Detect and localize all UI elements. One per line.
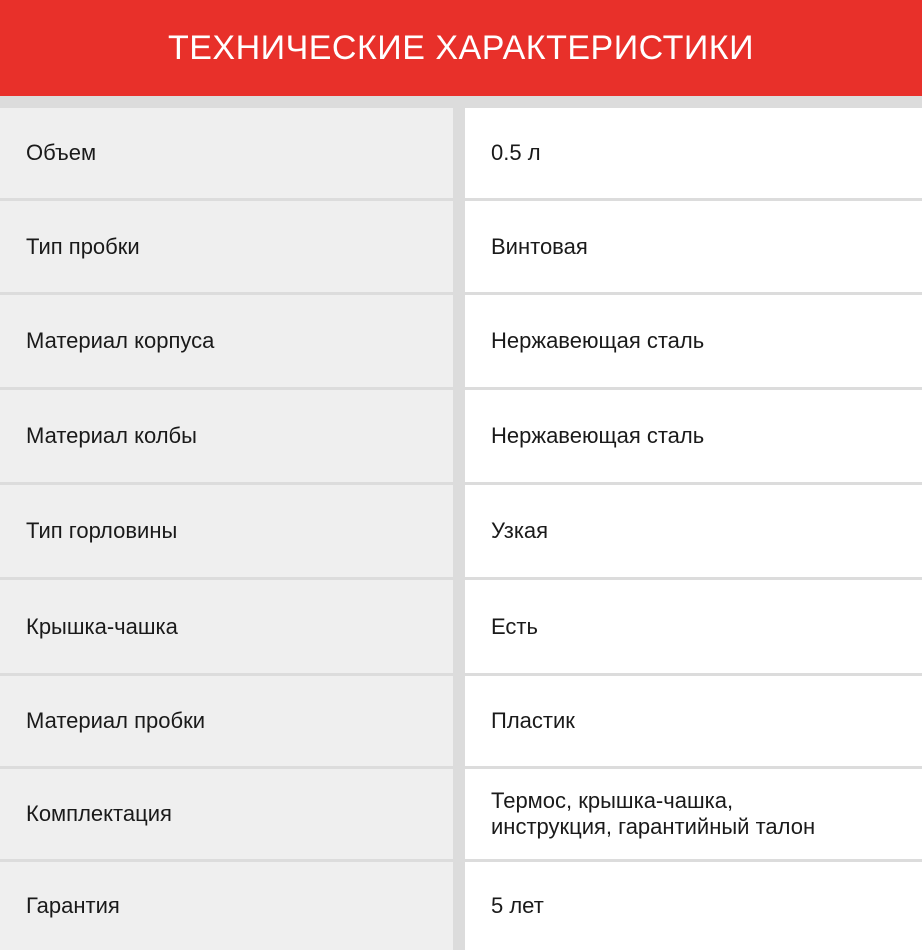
spec-row-body-material (0, 295, 922, 390)
spec-row-warranty (0, 862, 922, 950)
spec-row-cap-type (0, 201, 922, 295)
spec-label: Объем (0, 108, 453, 198)
specs-table (0, 108, 922, 950)
spec-value: 0.5 л (465, 108, 922, 198)
spec-value: Есть (465, 580, 922, 673)
spec-label: Материал колбы (0, 390, 453, 482)
column-divider (453, 676, 465, 766)
spec-value: Винтовая (465, 201, 922, 292)
spec-value: 5 лет (465, 862, 922, 950)
spec-row-stopper-material (0, 676, 922, 769)
spec-value: Нержавеющая сталь (465, 390, 922, 482)
spec-row-neck-type (0, 485, 922, 580)
column-divider (453, 580, 465, 673)
spec-label: Тип пробки (0, 201, 453, 292)
column-divider (453, 769, 465, 859)
column-divider (453, 862, 465, 950)
spec-row-cup-lid (0, 580, 922, 676)
spec-label: Комплектация (0, 769, 453, 859)
spec-label: Гарантия (0, 862, 453, 950)
column-divider (453, 485, 465, 577)
spec-row-volume (0, 108, 922, 201)
spec-label: Тип горловины (0, 485, 453, 577)
spec-value: Узкая (465, 485, 922, 577)
column-divider (453, 108, 465, 198)
spec-value: Термос, крышка-чашка, инструкция, гарантийный талон (465, 769, 922, 859)
spec-label: Крышка-чашка (0, 580, 453, 673)
spec-row-flask-material (0, 390, 922, 485)
specs-title: ТЕХНИЧЕСКИЕ ХАРАКТЕРИСТИКИ (167, 28, 755, 67)
specs-header (0, 0, 922, 96)
spec-value: Пластик (465, 676, 922, 766)
spec-label: Материал пробки (0, 676, 453, 766)
header-divider (0, 96, 922, 108)
spec-value: Нержавеющая сталь (465, 295, 922, 387)
spec-row-package (0, 769, 922, 862)
column-divider (453, 390, 465, 482)
column-divider (453, 295, 465, 387)
column-divider (453, 201, 465, 292)
spec-label: Материал корпуса (0, 295, 453, 387)
